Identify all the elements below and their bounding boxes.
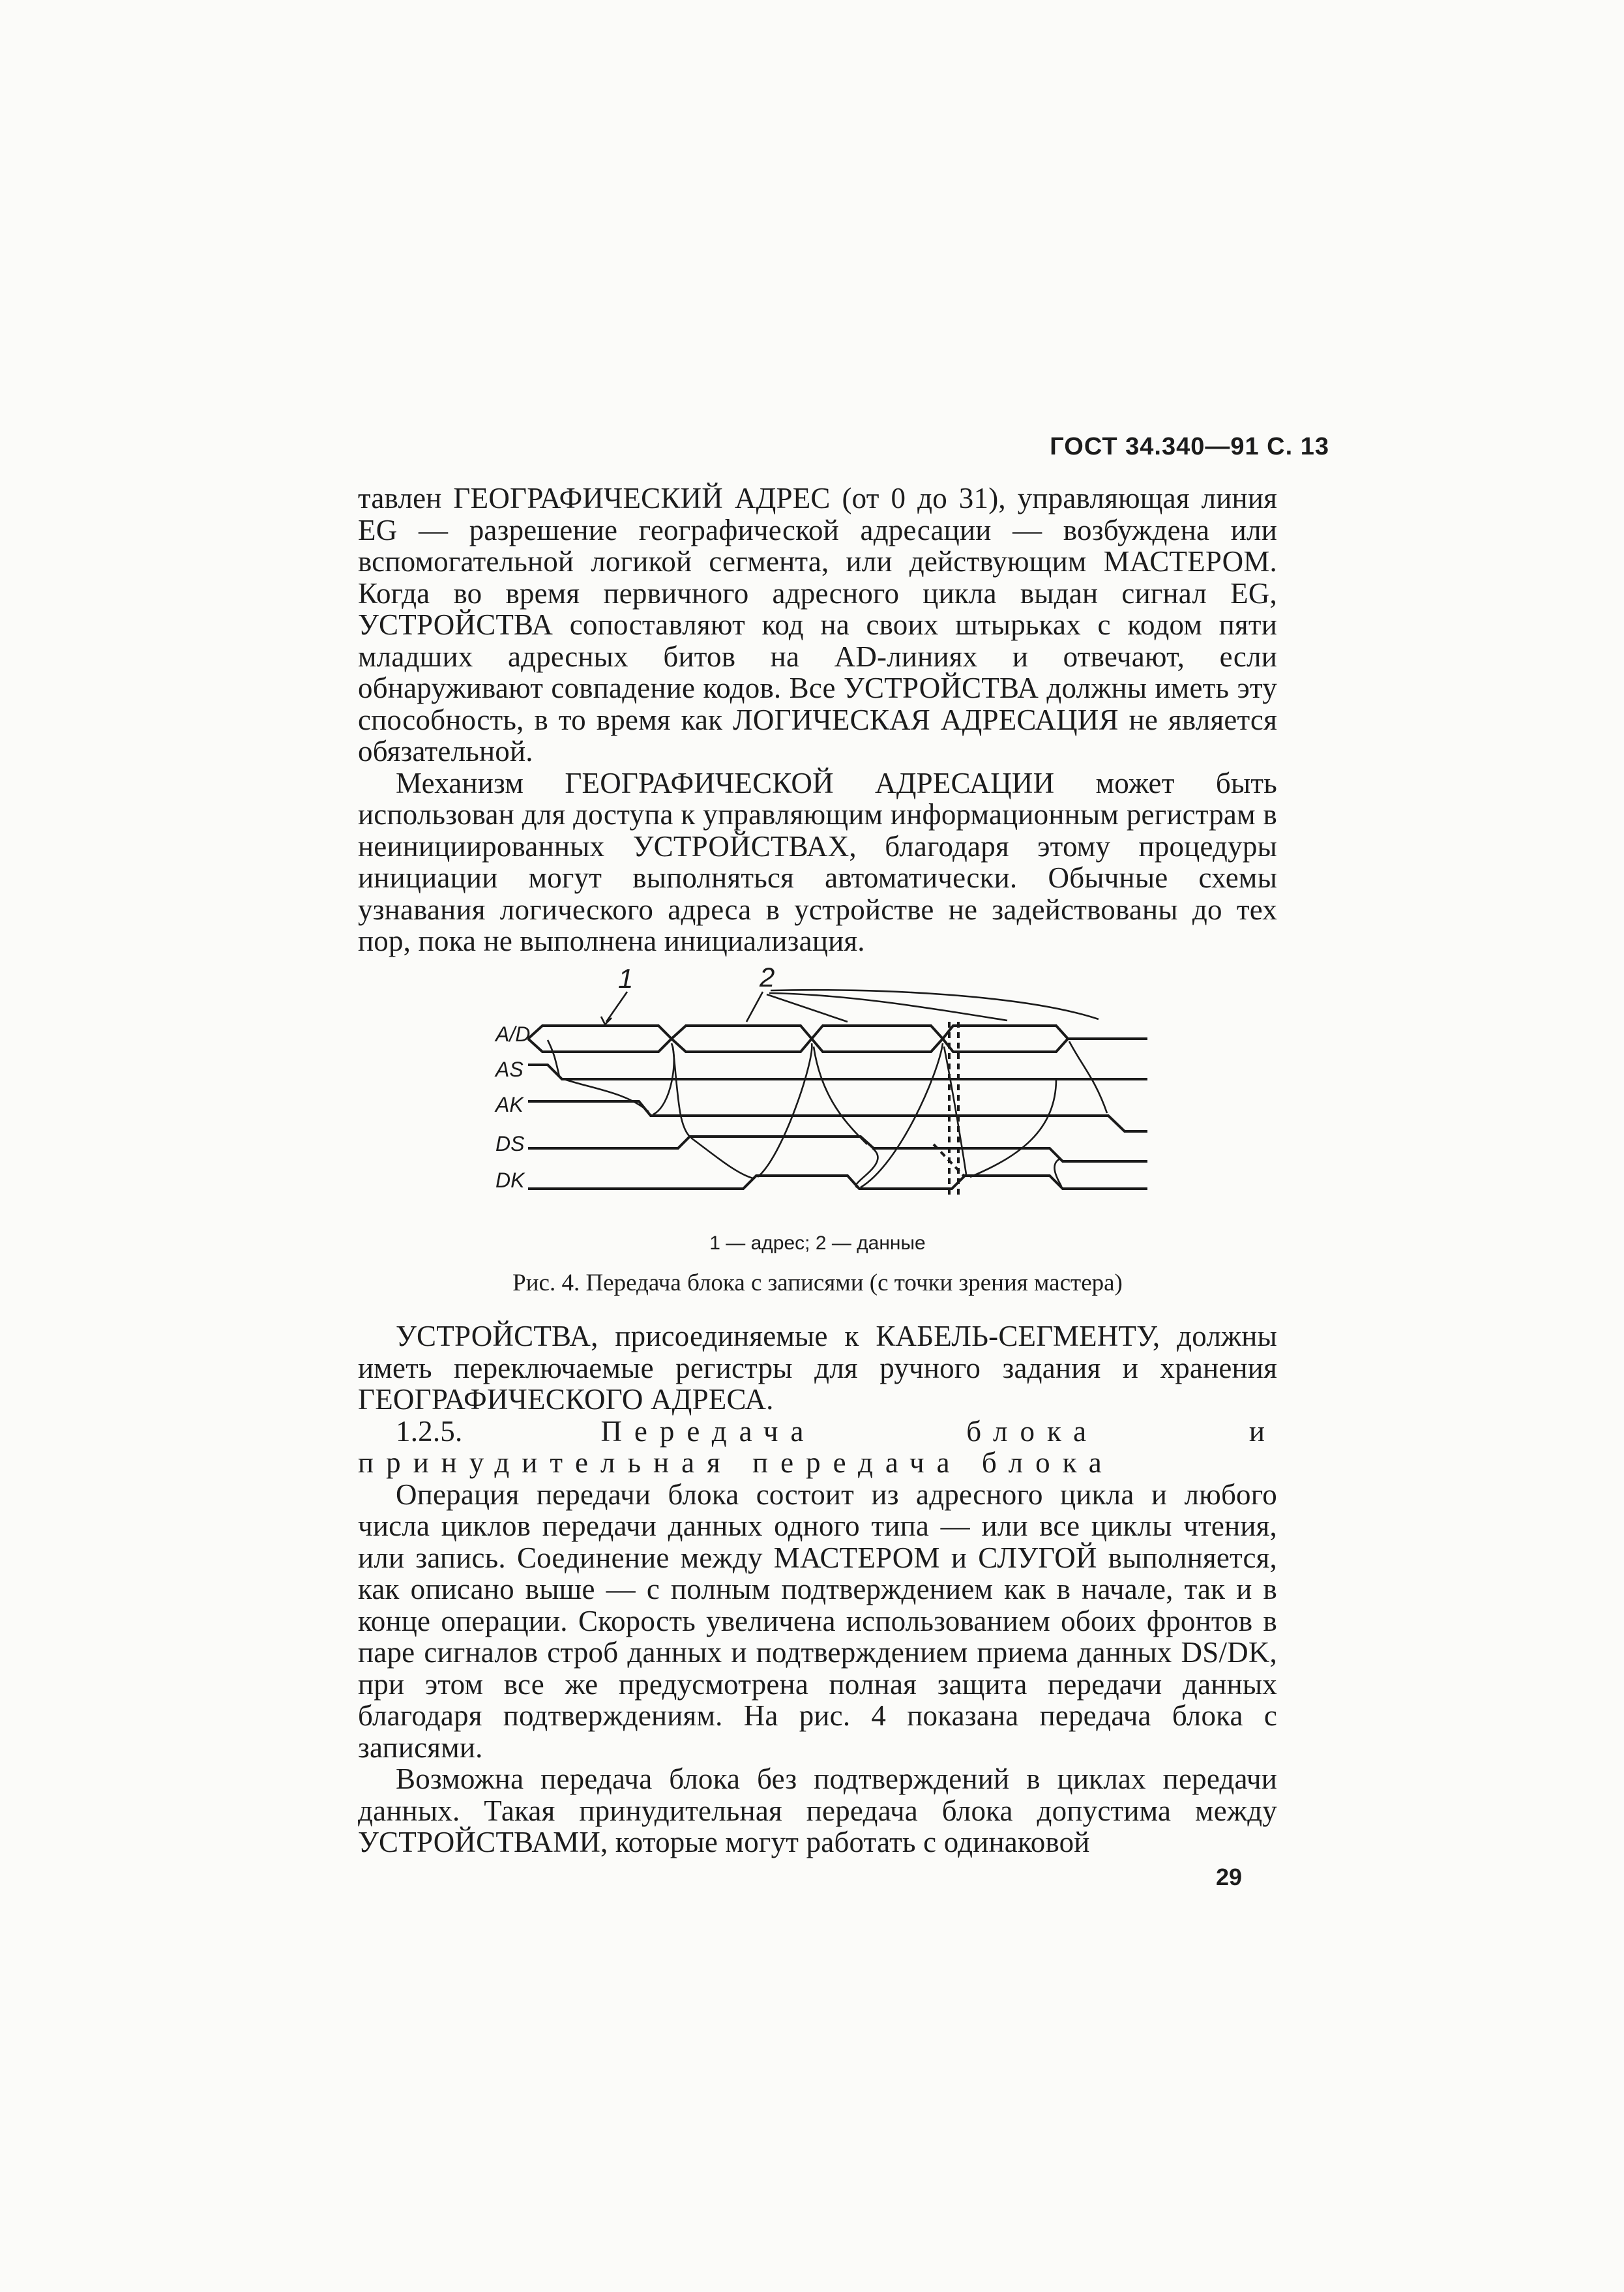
text-block-bottom bbox=[358, 1320, 1277, 1858]
timing-diagram-svg bbox=[482, 949, 1167, 1236]
as-waveform bbox=[528, 1065, 1147, 1079]
text-block-top bbox=[358, 483, 1277, 957]
paragraph: тавлен ГЕОГРАФИЧЕСКИЙ АДРЕС (от 0 до 31), управляющая линия EG — разрешение географической адресации — возбуждена или вспомогательной логикой сегмента, или действующим МАСТЕРОМ. Когда во время первичного адресного цикла выдан сигнал EG, УСТРОЙСТВА сопоставляют код на своих штырьках с кодом пяти младших адресных битов на AD-линиях и отвечают, если обнаруживают совпадение кодов. Все УСТРОЙСТВА должны иметь эту способность, в то время как ЛОГИЧЕСКАЯ АДРЕСАЦИЯ не является обязательной. bbox=[358, 482, 1277, 767]
section-title: Передача блока и принудительная передача блока bbox=[358, 1414, 1277, 1479]
document-header: ГОСТ 34.340—91 С. 13 bbox=[1050, 433, 1329, 460]
signal-label-ak: AK bbox=[495, 1093, 524, 1116]
signal-label-as: AS bbox=[495, 1058, 524, 1081]
signal-label-ds: DS bbox=[495, 1132, 525, 1155]
paragraph: Механизм ГЕОГРАФИЧЕСКОЙ АДРЕСАЦИИ может быть использован для доступа к управляющим информационным регистрам в неинициированных УСТРОЙСТВАХ, благодаря этому процедуры инициации могут выполняться автоматически. Обычные схемы узнавания логического адреса в устройстве не задействованы до тех пор, пока не выполнена инициализация. bbox=[358, 766, 1277, 957]
figure-legend: 1 — адрес; 2 — данные bbox=[709, 1232, 926, 1254]
callout-2: 2 bbox=[760, 962, 775, 992]
callout-2-leader bbox=[746, 992, 763, 1022]
paragraph: УСТРОЙСТВА, присоединяемые к КАБЕЛЬ-СЕГМЕНТУ, должны иметь переключаемые регистры для ручного задания и хранения ГЕОГРАФИЧЕСКОГО АДРЕСА. bbox=[358, 1320, 1277, 1416]
paragraph: Операция передачи блока состоит из адресного цикла и любого числа циклов передачи данных одного типа — или все циклы чтения, или запись. Соединение между МАСТЕРОМ и СЛУГОЙ выполняется, как описано выше — с полным подтверждением как в начале, так и в конце операции. Скорость увеличена использованием обоих фронтов в паре сигналов строб данных и подтверждением приема данных DS/DK, при этом все же предусмотрена полная защита передачи данных благодаря подтверждениям. На рис. 4 показана передача блока с записями. bbox=[358, 1478, 1277, 1764]
timing-diagram bbox=[482, 949, 1167, 1236]
callout-1-leader bbox=[606, 992, 627, 1022]
callout-2-leader bbox=[771, 990, 1099, 1019]
dk-waveform bbox=[528, 1176, 1147, 1189]
ds-waveform bbox=[528, 1137, 1147, 1161]
page-number: 29 bbox=[1216, 1864, 1243, 1890]
section-number: 1.2.5. bbox=[396, 1414, 463, 1448]
signal-label-dk: DK bbox=[495, 1168, 525, 1192]
ak-waveform bbox=[528, 1101, 1147, 1131]
paragraph: Возможна передача блока без подтверждений в циклах передачи данных. Такая принудительная передача блока допустима между УСТРОЙСТВАМИ, которые могут работать с одинаковой bbox=[358, 1763, 1277, 1858]
callout-1: 1 bbox=[618, 963, 634, 994]
ad-waveform bbox=[528, 1026, 1147, 1052]
causality-arrows bbox=[548, 1040, 1107, 1187]
section-heading bbox=[358, 1416, 1277, 1479]
signal-label-ad: A/D bbox=[495, 1022, 531, 1046]
callout-2-leader bbox=[767, 994, 848, 1022]
figure-caption: Рис. 4. Передача блока с записями (с точки зрения мастера) bbox=[512, 1270, 1123, 1296]
